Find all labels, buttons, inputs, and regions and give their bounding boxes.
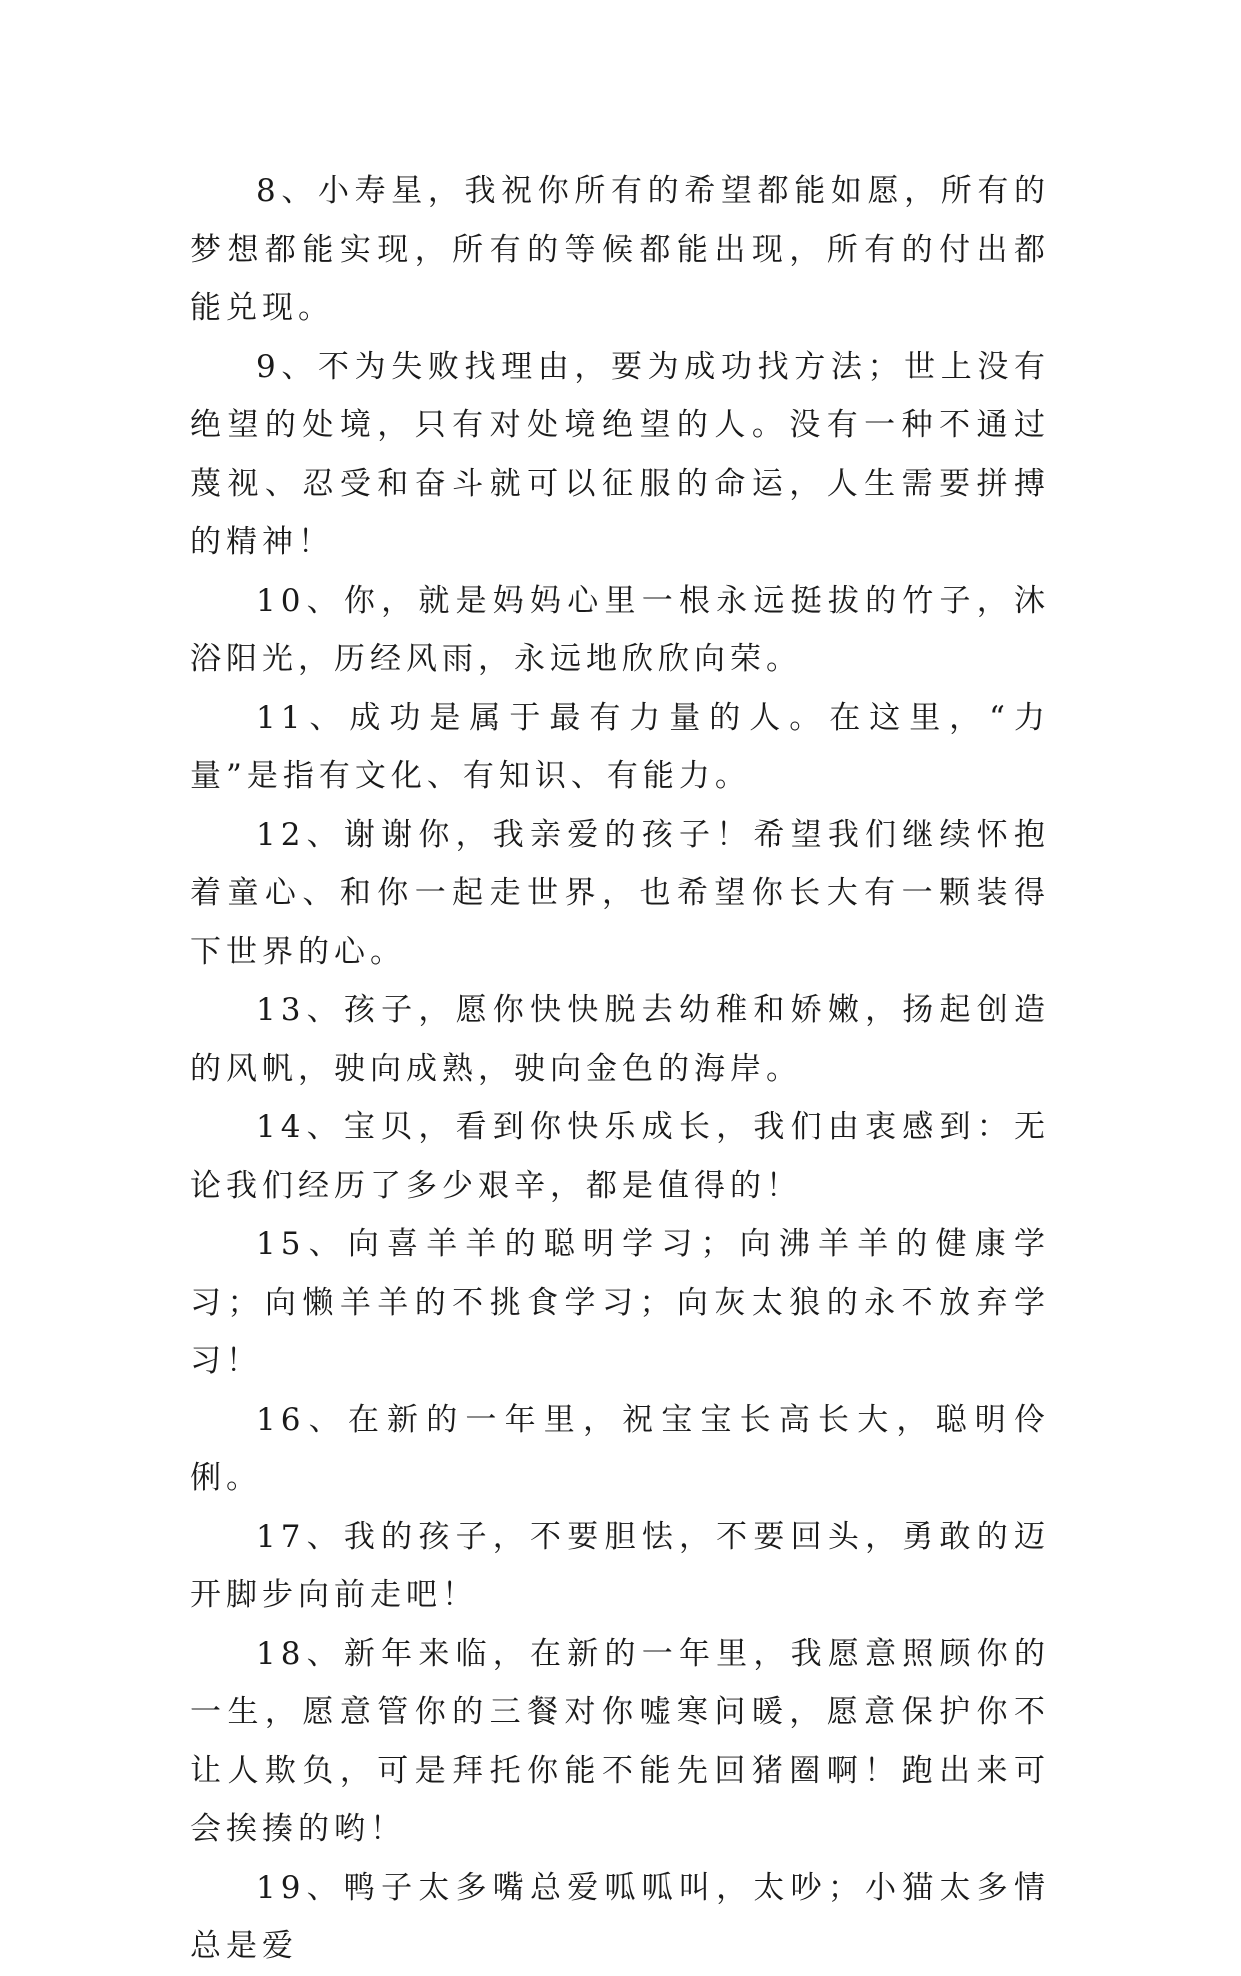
paragraph-16: 16、在新的一年里，祝宝宝长高长大，聪明伶俐。: [190, 1401, 1050, 1496]
paragraph-12: 12、谢谢你，我亲爱的孩子！希望我们继续怀抱着童心、和你一起走世界，也希望你长大有一颗装得下世界的心。: [190, 816, 1050, 970]
paragraph-9: 9、不为失败找理由，要为成功找方法；世上没有绝望的处境，只有对处境绝望的人。没有一种不通过蔑视、忍受和奋斗就可以征服的命运，人生需要拼搏的精神！: [190, 348, 1050, 560]
paragraph-14: 14、宝贝，看到你快乐成长，我们由衷感到：无论我们经历了多少艰辛，都是值得的！: [190, 1109, 1050, 1204]
paragraph-11: 11、成功是属于最有力量的人。在这里，“力量”是指有文化、有知识、有能力。: [190, 699, 1050, 794]
paragraph-17: 17、我的孩子，不要胆怯，不要回头，勇敢的迈开脚步向前走吧！: [190, 1518, 1050, 1613]
paragraph-8: 8、小寿星，我祝你所有的希望都能如愿，所有的梦想都能实现，所有的等候都能出现，所有的付出都能兑现。: [190, 173, 1050, 326]
paragraph-19: 19、鸭子太多嘴总爱呱呱叫，太吵；小猫太多情总是爱: [190, 1869, 1050, 1964]
paragraph-18: 18、新年来临，在新的一年里，我愿意照顾你的一生，愿意管你的三餐对你嘘寒问暖，愿意保护你不让人欺负，可是拜托你能不能先回猪圈啊！跑出来可会挨揍的哟！: [190, 1635, 1050, 1847]
paragraph-13: 13、孩子，愿你快快脱去幼稚和娇嫩，扬起创造的风帆，驶向成熟，驶向金色的海岸。: [190, 992, 1050, 1087]
paragraph-10: 10、你，就是妈妈心里一根永远挺拔的竹子，沐浴阳光，历经风雨，永远地欣欣向荣。: [190, 582, 1050, 677]
document-body: [190, 162, 1050, 1976]
paragraph-15: 15、向喜羊羊的聪明学习；向沸羊羊的健康学习；向懒羊羊的不挑食学习；向灰太狼的永不放弃学习！: [190, 1226, 1050, 1379]
